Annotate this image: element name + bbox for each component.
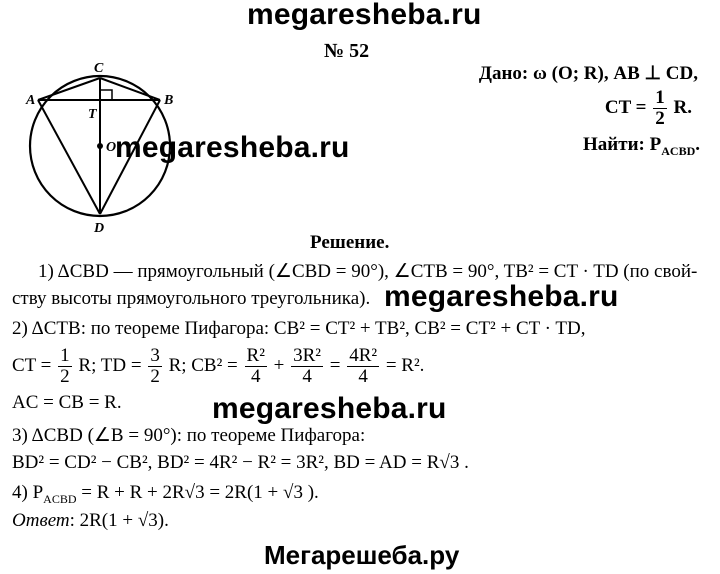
s2-ct: CT =	[12, 354, 52, 376]
given-find	[583, 134, 700, 159]
s2-frac5-den: 4	[358, 365, 368, 387]
given-fraction-num: 1	[655, 87, 665, 108]
answer-label: Ответ	[12, 510, 70, 531]
step2-line-b	[12, 346, 424, 387]
find-end: .	[695, 134, 700, 155]
step4-rest: = R + R + 2R√3 = 2R(1 + √3 ).	[76, 482, 319, 503]
label-t: T	[88, 107, 97, 122]
label-o: O	[106, 140, 117, 155]
answer-value: : 2R(1 + √3).	[69, 510, 169, 531]
step4-p: 4) P	[12, 482, 44, 503]
s2-frac1-den: 2	[60, 365, 70, 387]
s2-frac3-den: 4	[250, 365, 261, 387]
label-b: B	[164, 93, 174, 108]
s2-plus: +	[273, 354, 285, 376]
step1-line-a: 1) ΔCBD — прямоугольный (∠CBD = 90°), ∠CTB = 90°, TB² = CT · TD (по свой-	[38, 261, 698, 282]
right-angle-mark	[100, 90, 112, 100]
given-r: R.	[673, 96, 692, 118]
step2-line-a: 2) ΔCTB: по теореме Пифагора: CB² = CT² + TB², CB² = CT² + CT · TD,	[12, 318, 586, 339]
s2-frac2	[148, 346, 162, 387]
problem-number: № 52	[324, 40, 370, 62]
step3-line-a: 3) ΔCBD (∠B = 90°): по теореме Пифагора:	[12, 425, 366, 446]
find-label: Найти: P	[583, 134, 662, 155]
watermark-mid1: megaresheba.ru	[115, 131, 350, 164]
given-fraction-den: 2	[655, 107, 665, 129]
center-point	[97, 143, 103, 149]
find-sub: ACBD	[661, 143, 696, 158]
s2-frac4-num: 3R²	[293, 345, 321, 366]
step4-line	[12, 482, 319, 507]
given-ct: CT =	[604, 96, 647, 118]
s2-td: R; TD =	[78, 354, 142, 376]
step4-sub: ACBD	[43, 491, 77, 506]
given-line2	[605, 88, 692, 129]
s2-frac4-den: 4	[302, 365, 312, 387]
step1-line-b: ству высоты прямоугольного треугольника).	[12, 288, 371, 309]
s2-frac3	[245, 346, 267, 387]
answer-line	[12, 510, 169, 532]
step2-line-c: AC = CB = R.	[12, 392, 122, 413]
segment-ac	[38, 78, 100, 100]
label-c: C	[94, 61, 104, 76]
s2-cb: R; CB² =	[168, 354, 238, 376]
s2-frac5-num: 4R²	[349, 345, 378, 366]
given-fraction	[653, 88, 667, 129]
s2-frac2-den: 2	[150, 365, 160, 387]
s2-eq: =	[329, 354, 341, 376]
watermark-mid2: megaresheba.ru	[384, 280, 619, 313]
s2-frac1	[58, 346, 72, 387]
s2-frac4	[291, 346, 323, 387]
label-d: D	[94, 221, 105, 236]
s2-frac1-num: 1	[60, 345, 70, 366]
step3-line-b: BD² = CD² − CB², BD² = 4R² − R² = 3R², BD = AD = R√3 .	[12, 452, 469, 473]
s2-frac3-num: R²	[246, 345, 265, 366]
watermark-mid3: megaresheba.ru	[212, 392, 447, 425]
given-line1: Дано: ω (O; R), AB ⊥ CD,	[478, 63, 698, 84]
s2-frac2-num: 3	[150, 345, 160, 366]
watermark-top: megaresheba.ru	[247, 0, 482, 31]
s2-end: = R².	[385, 354, 425, 376]
s2-frac5	[347, 346, 379, 387]
footer-watermark: Мегарешеба.ру	[264, 540, 460, 570]
label-a: A	[26, 93, 36, 108]
segment-cb	[100, 78, 160, 100]
solution-title: Решение.	[310, 232, 390, 253]
